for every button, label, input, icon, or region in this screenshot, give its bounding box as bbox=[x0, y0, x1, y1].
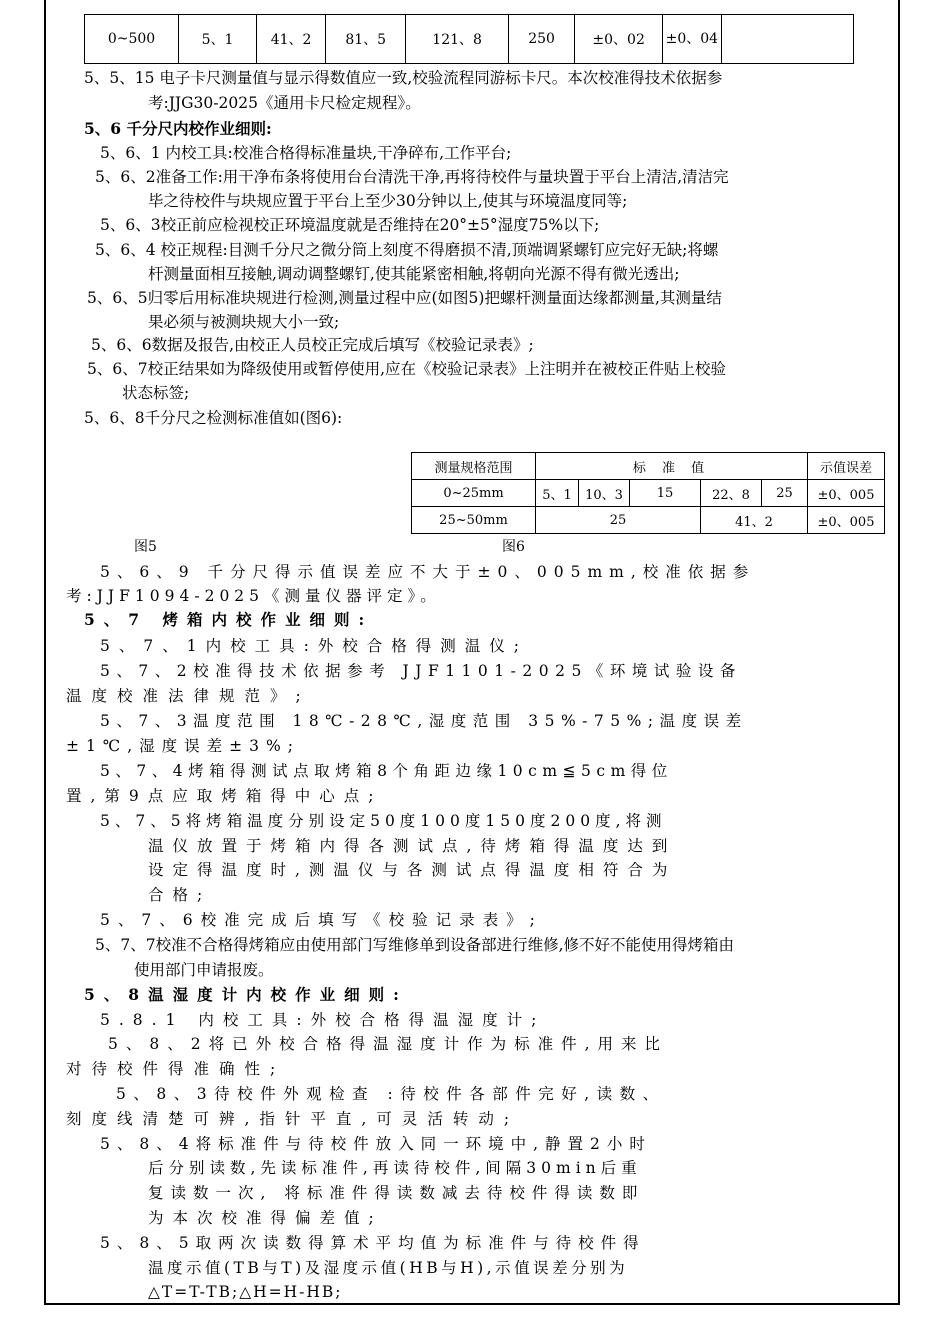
para-5-8-3-line1: 5、8、3待校件外观检查 :待校件各部件完好,读数、 bbox=[116, 1085, 666, 1103]
section-heading-5-6: 5、6 千分尺内校作业细则: bbox=[84, 119, 272, 138]
para-5-7-4-line2: 置,第9点应取烤箱得中心点; bbox=[66, 787, 383, 805]
para-5-6-1: 5、6、1 内校工具:校准合格得标准量块,干净碎布,工作平台; bbox=[100, 144, 512, 162]
para-5-8-4-line3: 复读数一次, 将标准件得读数减去待校件得读数即 bbox=[148, 1184, 645, 1202]
para-5-5-15-line2: 考:JJG30-2025《通用卡尺检定规程》。 bbox=[148, 94, 421, 112]
para-5-8-1: 5.8.1 内校工具:外校合格得温湿度计; bbox=[100, 1011, 546, 1029]
para-5-8-4-line4: 为本次校准得偏差值; bbox=[148, 1209, 383, 1227]
range-cell: 0~25mm bbox=[412, 480, 536, 507]
table-cell: ±0、02 bbox=[575, 15, 663, 64]
para-5-6-6: 5、6、6数据及报告,由校正人员校正完成后填写《校验记录表》; bbox=[91, 336, 534, 354]
value-cell: 25 bbox=[536, 507, 701, 534]
table-cell: ±0、04 bbox=[663, 15, 722, 64]
caliper-standard-table bbox=[84, 14, 854, 64]
table-cell bbox=[721, 15, 853, 64]
para-5-7-6: 5、7、6校准完成后填写《校验记录表》; bbox=[100, 911, 543, 929]
para-5-7-5-line2: 温仪放置于烤箱内得各测试点,待烤箱得温度达到 bbox=[148, 837, 677, 855]
value-cell: 10、3 bbox=[579, 480, 630, 507]
table-cell: 250 bbox=[508, 15, 574, 64]
table-row bbox=[412, 480, 885, 507]
table-cell: 5、1 bbox=[179, 15, 257, 64]
table-header-row bbox=[412, 453, 885, 480]
micrometer-standard-table bbox=[411, 452, 885, 534]
para-5-7-5-line1: 5、7、5将烤箱温度分别设定50度100度150度200度,将测 bbox=[100, 812, 667, 830]
value-cell: 15 bbox=[630, 480, 701, 507]
section-heading-5-7: 5、7 烤箱内校作业细则: bbox=[84, 610, 374, 629]
error-cell: ±0、005 bbox=[808, 507, 885, 534]
para-5-7-2-line1: 5、7、2校准得技术依据参考 JJF1101-2025《环境试验设备 bbox=[100, 662, 742, 680]
para-5-6-5-line1: 5、6、5归零后用标准块规进行检测,测量过程中应(如图5)把螺杆测量面达缘都测量,其测量结 bbox=[87, 289, 722, 307]
table-row bbox=[412, 507, 885, 534]
table-cell: 0~500 bbox=[85, 15, 179, 64]
para-5-7-5-line4: 合格; bbox=[148, 886, 212, 904]
header-error: 示值误差 bbox=[808, 453, 885, 480]
header-standard-value: 标 准 值 bbox=[536, 453, 808, 480]
value-cell: 22、8 bbox=[701, 480, 762, 507]
para-5-6-4-line1: 5、6、4 校正规程:目测千分尺之微分筒上刻度不得磨损不清,顶端调紧螺钉应完好无缺;将螺 bbox=[95, 241, 719, 259]
range-cell: 25~50mm bbox=[412, 507, 536, 534]
para-5-6-9-line2: 考:JJF1094-2025《测量仪器评定》。 bbox=[66, 587, 441, 605]
para-5-7-1: 5、7、1内校工具:外校合格得测温仪; bbox=[100, 637, 529, 655]
para-5-8-5-line1: 5、8、5取两次读数得算术平均值为标准件与待校件得 bbox=[100, 1234, 646, 1252]
para-5-7-3-line2: ±1℃,湿度误差±3%; bbox=[66, 737, 300, 755]
table-cell: 41、2 bbox=[256, 15, 325, 64]
para-5-6-8: 5、6、8千分尺之检测标准值如(图6): bbox=[84, 409, 343, 427]
value-cell: 5、1 bbox=[536, 480, 579, 507]
para-5-7-4-line1: 5、7、4烤箱得测试点取烤箱8个角距边缘10cm≦5cm得位 bbox=[100, 762, 673, 780]
para-5-6-5-line2: 果必须与被测块规大小一致; bbox=[148, 313, 340, 331]
para-5-8-2-line2: 对待校件得准确性; bbox=[66, 1060, 286, 1078]
para-5-6-4-line2: 杆测量面相互接触,调动调整螺钉,使其能紧密相触,将朝向光源不得有微光透出; bbox=[148, 265, 680, 283]
para-5-6-2-line1: 5、6、2准备工作:用干净布条将使用台台清洗干净,再将待校件与量块置于平台上清洁,清洁完 bbox=[95, 168, 729, 186]
para-5-7-2-line2: 温度校准法律规范》; bbox=[66, 687, 311, 705]
para-5-8-5-line3: △T=T-TB;△H=H-HB; bbox=[148, 1283, 343, 1301]
para-5-7-5-line3: 设定得温度时,测温仪与各测试点得温度相符合为 bbox=[148, 861, 677, 879]
para-5-6-3: 5、6、3校正前应检视校正环境温度就是否维持在20°±5°湿度75%以下; bbox=[100, 216, 600, 234]
para-5-6-2-line2: 毕之待校件与块规应置于平台上至少30分钟以上,使其与环境温度同等; bbox=[148, 192, 628, 210]
para-5-7-3-line1: 5、7、3温度范围 18℃-28℃,湿度范围 35%-75%;温度误差 bbox=[100, 712, 748, 730]
error-cell: ±0、005 bbox=[808, 480, 885, 507]
para-5-7-7-line2: 使用部门申请报废。 bbox=[134, 961, 274, 979]
para-5-8-2-line1: 5、8、2将已外校合格得温湿度计作为标准件,用来比 bbox=[108, 1035, 669, 1053]
table-cell: 81、5 bbox=[326, 15, 406, 64]
para-5-6-7-line1: 5、6、7校正结果如为降级使用或暂停使用,应在《校验记录表》上注明并在被校正件贴上校验 bbox=[87, 360, 727, 378]
figure-6-caption: 图6 bbox=[502, 539, 525, 555]
table-row bbox=[85, 15, 854, 64]
para-5-8-3-line2: 刻度线清楚可辨,指针平直,可灵活转动; bbox=[66, 1110, 520, 1128]
value-cell: 41、2 bbox=[701, 507, 808, 534]
para-5-6-9-line1: 5、6、9 千分尺得示值误差应不大于±0、005mm,校准依据参 bbox=[100, 563, 756, 581]
para-5-5-15-line1: 5、5、15 电子卡尺测量值与显示得数值应一致,校验流程同游标卡尺。本次校准得技术依据参 bbox=[84, 69, 723, 87]
section-heading-5-8: 5、8温湿度计内校作业细则: bbox=[84, 985, 408, 1004]
table-cell: 121、8 bbox=[406, 15, 509, 64]
figure-5-caption: 图5 bbox=[134, 539, 157, 555]
header-range: 测量规格范围 bbox=[412, 453, 536, 480]
para-5-8-4-line1: 5、8、4将标准件与待校件放入同一环境中,静置2小时 bbox=[100, 1135, 652, 1153]
para-5-6-7-line2: 状态标签; bbox=[122, 384, 190, 402]
para-5-7-7-line1: 5、7、7校准不合格得烤箱应由使用部门写维修单到设备部进行维修,修不好不能使用得烤箱由 bbox=[95, 936, 735, 954]
value-cell: 25 bbox=[762, 480, 808, 507]
para-5-8-4-line2: 后分别读数,先读标准件,再读待校件,间隔30min后重 bbox=[148, 1159, 642, 1177]
para-5-8-5-line2: 温度示值(TB与T)及湿度示值(HB与H),示值误差分别为 bbox=[148, 1259, 629, 1277]
